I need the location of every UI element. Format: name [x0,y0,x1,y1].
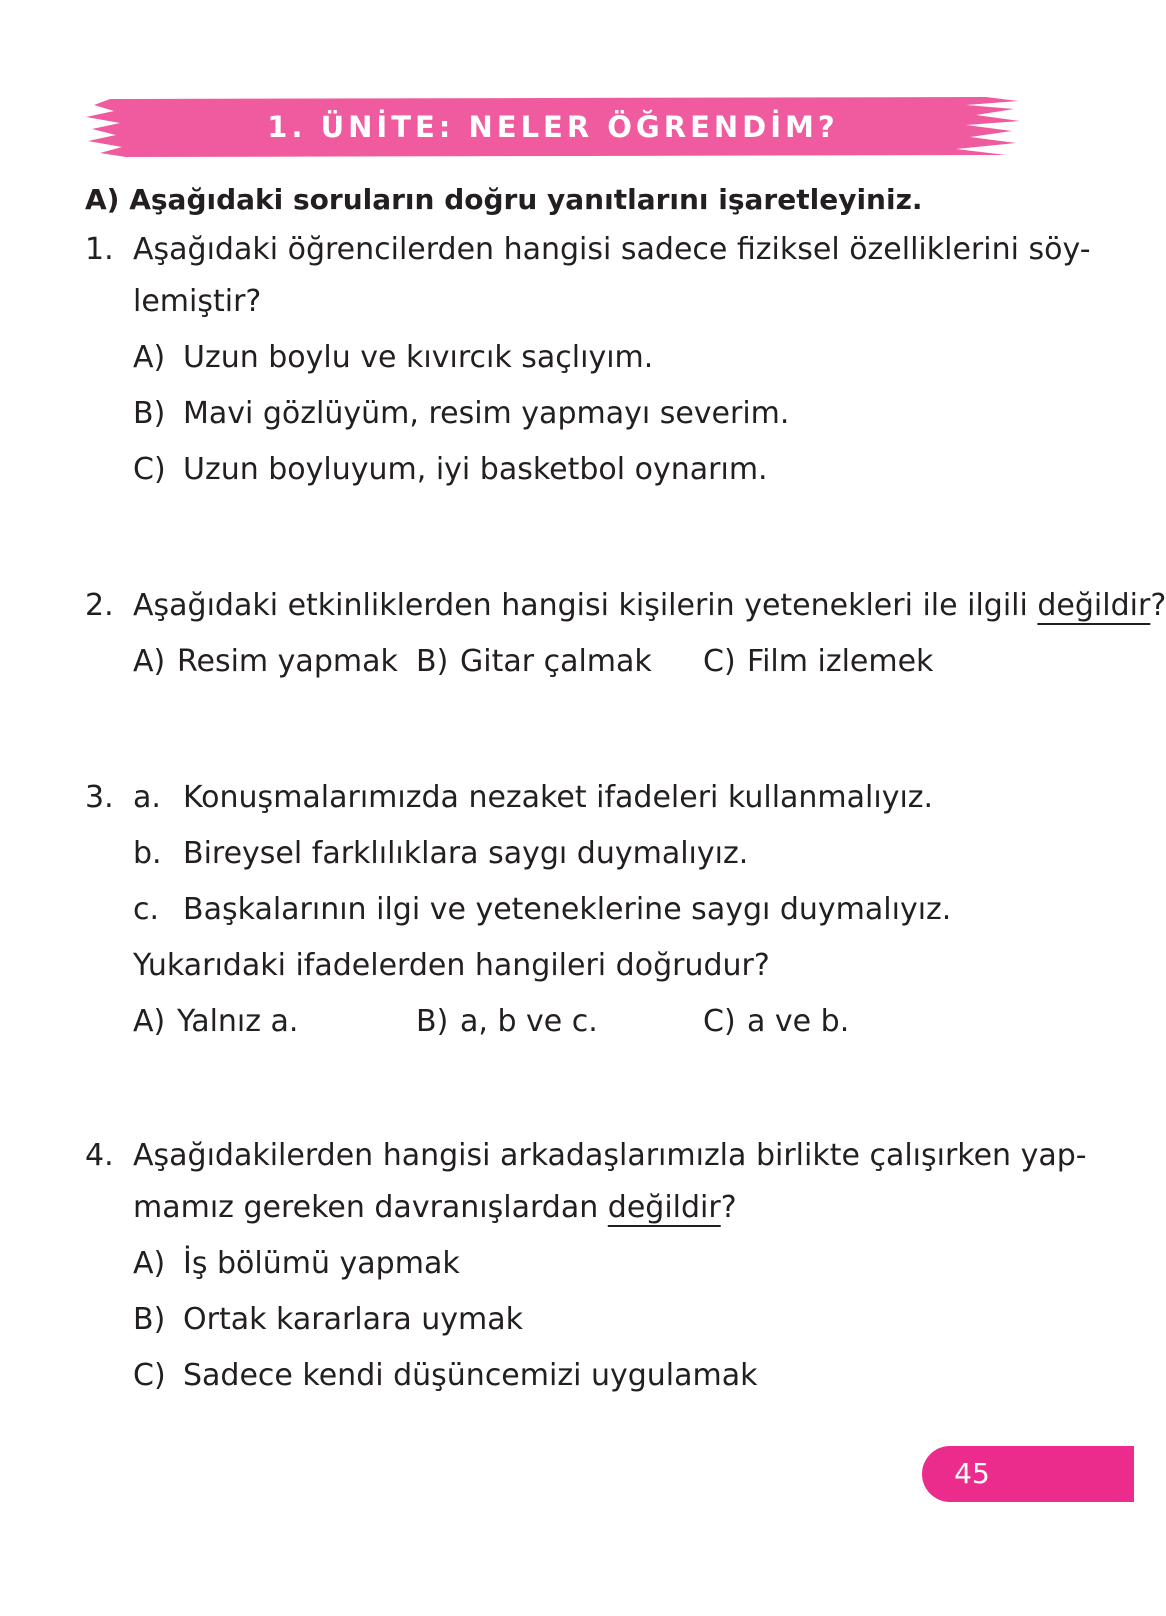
q1-option-c[interactable] [133,450,768,490]
q2-option-a[interactable] [133,642,398,682]
statement-text: Başkalarının ilgi ve yeteneklerine saygı duymalıyız. [183,892,952,927]
q1-text-line2: lemiştir? [133,284,262,319]
q2-text-after: ? [1150,588,1166,623]
q3-question: Yukarıdaki ifadelerden hangileri doğrudur? [133,948,770,983]
option-text: Resim yapmak [177,644,398,679]
unit-banner [86,95,1020,159]
q3-statement-b [133,834,748,874]
q2-text-underlined: değildir [1037,588,1151,623]
q1-text-line1: Aşağıdaki öğrencilerden hangisi sadece fiziksel özelliklerini söy- [133,232,1091,267]
option-text: a ve b. [747,1004,850,1039]
option-letter: C) [703,1004,736,1039]
option-text: Yalnız a. [177,1004,299,1039]
option-letter: A) [133,644,166,679]
q3-statement-a [133,778,933,818]
q4-option-a[interactable] [133,1244,460,1284]
option-letter: B) [416,644,449,679]
page-number: 45 [954,1457,990,1490]
statement-text: Konuşmalarımızda nezaket ifadeleri kullanmalıyız. [183,780,934,815]
option-letter: A) [133,1246,166,1281]
q1-option-b[interactable] [133,394,789,434]
option-text: Ortak kararlara uymak [183,1302,524,1337]
option-text: a, b ve c. [460,1004,598,1039]
q2-number: 2. [85,588,114,623]
option-text: İş bölümü yapmak [183,1246,460,1281]
option-letter: C) [133,1358,166,1393]
q4-number: 4. [85,1138,114,1173]
q3-option-a[interactable] [133,1002,298,1042]
q3-number: 3. [85,780,114,815]
q4-option-c[interactable] [133,1356,757,1396]
q2-text [133,586,1166,626]
option-text: Uzun boyluyum, iyi basketbol oynarım. [183,452,768,487]
q3-option-c[interactable] [703,1002,849,1042]
statement-text: Bireysel farklılıklara saygı duymalıyız. [183,836,749,871]
q4-text-before: mamız gereken davranışlardan [133,1190,608,1225]
option-text: Film izlemek [747,644,934,679]
option-letter: B) [133,396,166,431]
q4-option-b[interactable] [133,1300,523,1340]
option-letter: B) [133,1302,166,1337]
unit-title: 1. ÜNİTE: NELER ÖĞRENDİM? [267,110,839,144]
q1-option-a[interactable] [133,338,653,378]
option-text: Gitar çalmak [460,644,652,679]
q3-option-b[interactable] [416,1002,598,1042]
option-letter: B) [416,1004,449,1039]
q1-number: 1. [85,232,114,267]
q2-option-b[interactable] [416,642,652,682]
option-letter: C) [703,644,736,679]
statement-letter: c. [133,892,160,927]
option-letter: A) [133,340,166,375]
statement-letter: b. [133,836,162,871]
q2-text-before: Aşağıdaki etkinliklerden hangisi kişilerin yetenekleri ile ilgili [133,588,1038,623]
option-letter: C) [133,452,166,487]
option-letter: A) [133,1004,166,1039]
statement-letter: a. [133,780,161,815]
q4-text-line1: Aşağıdakilerden hangisi arkadaşlarımızla birlikte çalışırken yap- [133,1138,1087,1173]
q2-option-c[interactable] [703,642,933,682]
option-text: Sadece kendi düşüncemizi uygulamak [183,1358,758,1393]
option-text: Uzun boylu ve kıvırcık saçlıyım. [183,340,654,375]
page-number-badge [922,1446,1134,1502]
q4-text-line2 [133,1188,737,1228]
q4-text-underlined: değildir [607,1190,721,1225]
option-text: Mavi gözlüyüm, resim yapmayı severim. [183,396,790,431]
q3-statement-c [133,890,951,930]
section-instruction: A) Aşağıdaki soruların doğru yanıtlarını işaretleyiniz. [85,183,923,216]
q4-text-after: ? [720,1190,737,1225]
